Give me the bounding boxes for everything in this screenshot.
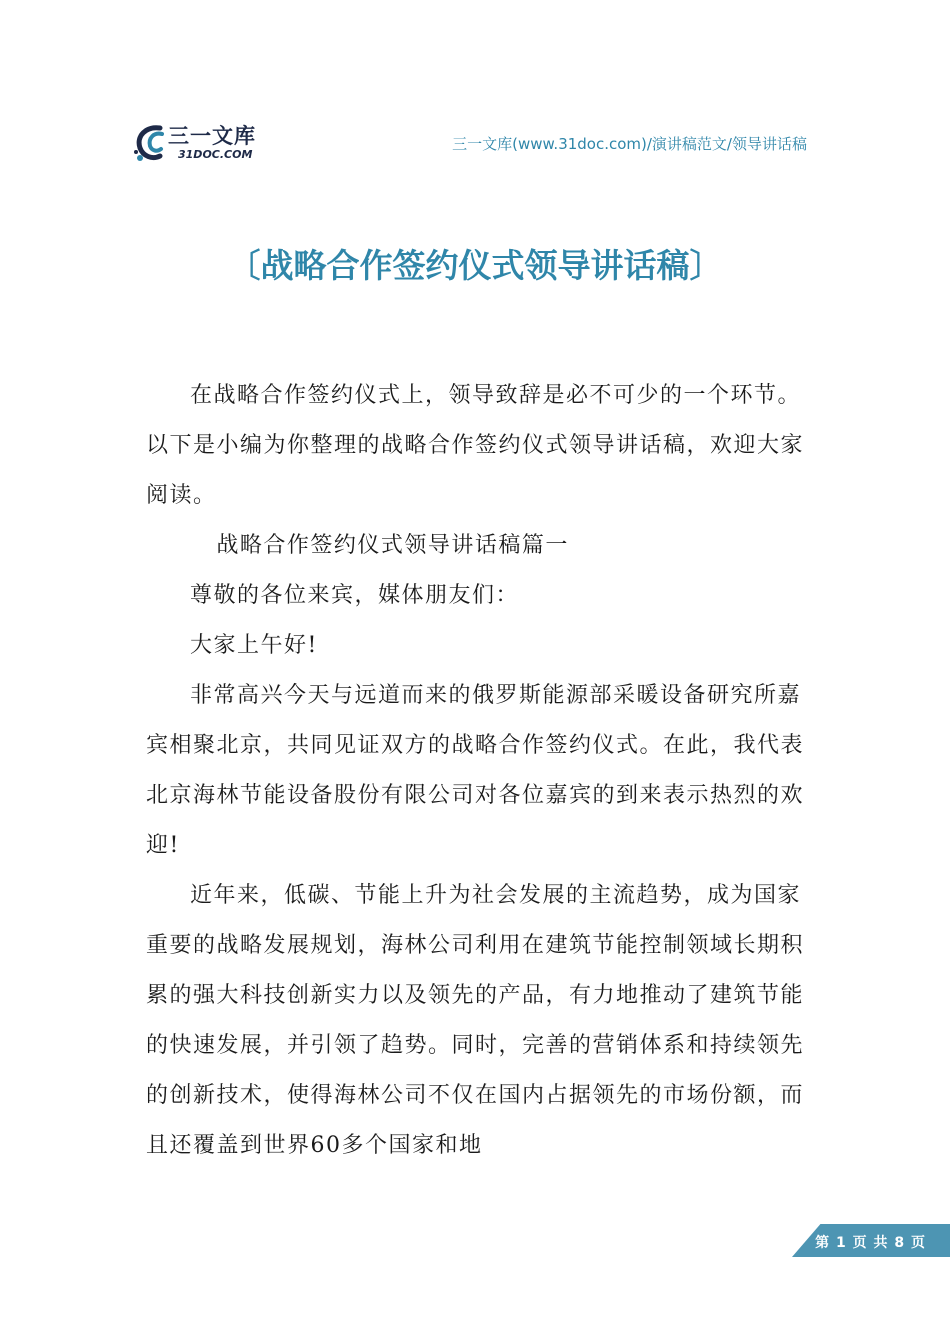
intro-paragraph: 在战略合作签约仪式上，领导致辞是必不可少的一个环节。以下是小编为你整理的战略合作签约仪式领导讲话稿，欢迎大家阅读。 (146, 383, 805, 508)
logo-subtext: 31DOC.COM (178, 148, 253, 161)
logo-swirl-icon (132, 122, 172, 164)
logo-text: 三一文库 (168, 124, 256, 148)
body-paragraph-1: 非常高兴今天与远道而来的俄罗斯能源部采暖设备研究所嘉宾相聚北京，共同见证双方的战略合作签约仪式。在此，我代表北京海林节能设备股份有限公司对各位嘉宾的到来表示热烈的欢迎! (146, 683, 805, 858)
document-title: 〔战略合作签约仪式领导讲话稿〕 (227, 246, 723, 285)
document-body (146, 371, 806, 1171)
section-heading: 战略合作签约仪式领导讲话稿篇一 (216, 533, 569, 558)
page-counter: 第 1 页 共 8 页 (815, 1235, 926, 1251)
site-logo[interactable] (132, 118, 272, 168)
greeting-line: 尊敬的各位来宾，媒体朋友们： (190, 583, 520, 608)
header-divider (248, 158, 808, 160)
body-paragraph-2: 近年来，低碳、节能上升为社会发展的主流趋势，成为国家重要的战略发展规划，海林公司利用在建筑节能控制领域长期积累的强大科技创新实力以及领先的产品，有力地推动了建筑节能的快速发展，并引领了趋势。同时，完善的营销体系和持续领先的创新技术，使得海林公司不仅在国内占据领先的市场份额，而且还覆盖到世界60多个国家和地 (146, 883, 805, 1158)
breadcrumb[interactable]: 三一文库(www.31doc.com)/演讲稿范文/领导讲话稿 (452, 135, 807, 153)
salutation-line: 大家上午好! (190, 633, 318, 658)
